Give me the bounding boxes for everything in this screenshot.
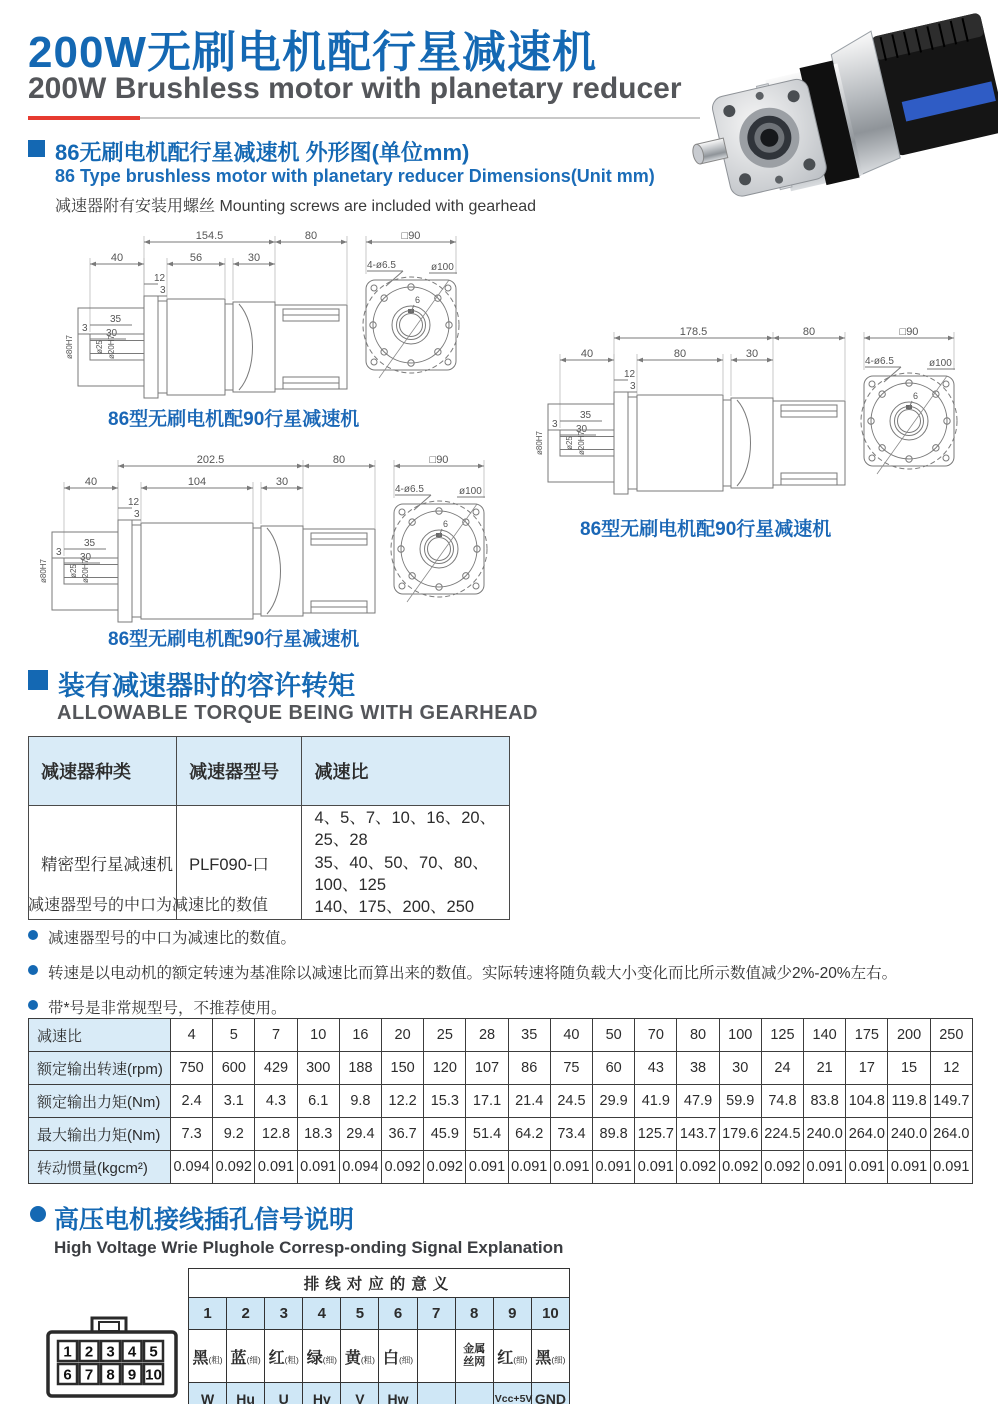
ratio-cell: 75 — [550, 1052, 592, 1085]
ratio-cell: 83.8 — [804, 1085, 846, 1118]
ratio-cell: 43 — [635, 1052, 677, 1085]
svg-text:5: 5 — [149, 1343, 158, 1361]
ratio-header-cell: 4 — [171, 1019, 213, 1052]
svg-text:ø80H7: ø80H7 — [39, 558, 48, 584]
product-photo — [692, 0, 998, 230]
ratio-header-cell: 70 — [635, 1019, 677, 1052]
page-subtitle: 200W Brushless motor with planetary reducer — [28, 72, 682, 105]
torque-col-header: 减速器种类 — [29, 737, 177, 806]
signal-cell: GND — [531, 1383, 569, 1404]
section-torque-heading — [28, 664, 355, 703]
ratio-cell: 51.4 — [466, 1118, 508, 1151]
ratio-cell: 0.092 — [677, 1151, 719, 1184]
section-signal-title: 高压电机接线插孔信号说明 — [54, 1206, 355, 1234]
ratio-cell: 104.8 — [846, 1085, 888, 1118]
svg-text:ø25: ø25 — [565, 436, 574, 450]
wiring-table — [188, 1268, 570, 1404]
section-marker-icon — [28, 670, 48, 690]
ratio-cell: 21.4 — [508, 1085, 550, 1118]
drawing-3-caption: 86型无刷电机配90行星减速机 — [108, 629, 360, 650]
bullet-icon — [28, 965, 38, 975]
ratio-header-cell: 250 — [930, 1019, 972, 1052]
svg-text:8: 8 — [106, 1366, 115, 1384]
ratio-cell: 0.094 — [339, 1151, 381, 1184]
ratio-header-cell: 125 — [761, 1019, 803, 1052]
signal-cell: Vcc+5V — [493, 1383, 531, 1404]
svg-text:80: 80 — [304, 230, 318, 242]
svg-text:80: 80 — [332, 454, 346, 466]
svg-text:3: 3 — [106, 1343, 115, 1361]
svg-text:30: 30 — [80, 552, 92, 563]
reducer-type-cell: 精密型行星减速机 — [29, 806, 177, 920]
wire-color-cell: 金属 丝网 — [455, 1330, 493, 1383]
ratio-cell: 9.8 — [339, 1085, 381, 1118]
wire-color-cell: 黄(粗) — [341, 1330, 379, 1383]
bullet-icon — [28, 1000, 38, 1010]
ratio-row-label: 最大输出力矩(Nm) — [29, 1118, 171, 1151]
ratio-cell: 38 — [677, 1052, 719, 1085]
ratio-header-cell: 35 — [508, 1019, 550, 1052]
pin-number-cell: 7 — [417, 1298, 455, 1330]
drawing-2-caption: 86型无刷电机配90行星减速机 — [580, 519, 832, 540]
ratio-cell: 59.9 — [719, 1085, 761, 1118]
svg-text:7: 7 — [84, 1366, 94, 1384]
section-signal-subtitle: High Voltage Wrie Plughole Corresp-onding Signal Explanation — [54, 1238, 564, 1257]
ratio-cell: 45.9 — [424, 1118, 466, 1151]
face-view — [855, 324, 963, 496]
ratio-row-label: 额定输出力矩(Nm) — [29, 1085, 171, 1118]
pin-number-cell: 4 — [303, 1298, 341, 1330]
svg-text:9: 9 — [127, 1366, 137, 1384]
signal-cell: W — [189, 1383, 227, 1404]
wire-color-cell: 蓝(细) — [227, 1330, 265, 1383]
svg-text:6: 6 — [63, 1366, 72, 1384]
pin-number-cell: 2 — [227, 1298, 265, 1330]
dimension-drawing-2 — [528, 324, 963, 501]
svg-text:3: 3 — [160, 285, 166, 296]
ratio-header-cell: 40 — [550, 1019, 592, 1052]
svg-text:4-ø6.5: 4-ø6.5 — [865, 356, 894, 367]
section-dimensions-heading — [28, 136, 469, 167]
note-item: 减速器型号的中口为减速比的数值。 — [28, 926, 978, 948]
svg-text:56: 56 — [189, 252, 203, 264]
side-view — [32, 452, 385, 624]
ratio-line: 140、175、200、250 — [314, 898, 475, 917]
ratio-cell: 2.4 — [171, 1085, 213, 1118]
ratio-cell: 6.1 — [297, 1085, 339, 1118]
svg-text:3: 3 — [134, 509, 140, 520]
ratio-cell: 0.091 — [593, 1151, 635, 1184]
ratio-cell: 17.1 — [466, 1085, 508, 1118]
ratio-header-cell: 80 — [677, 1019, 719, 1052]
ratio-cell: 0.092 — [213, 1151, 255, 1184]
note-item: 转速是以电动机的额定转速为基准除以减速比而算出来的数值。实际转速将随负载大小变化而比所示数值减少2%-20%左右。 — [28, 961, 978, 983]
svg-text:6: 6 — [913, 391, 919, 401]
section-dimensions-title: 86无刷电机配行星减速机 外形图(单位mm) — [55, 140, 470, 165]
svg-text:4-ø6.5: 4-ø6.5 — [395, 484, 424, 495]
ratio-cell: 264.0 — [930, 1118, 972, 1151]
ratio-cell: 0.091 — [888, 1151, 930, 1184]
ratio-cell: 119.8 — [888, 1085, 930, 1118]
svg-text:□90: □90 — [401, 230, 421, 242]
svg-text:3: 3 — [630, 381, 636, 392]
signal-cell — [417, 1383, 455, 1404]
dimension-drawing-3 — [32, 452, 493, 629]
svg-text:ø20H7: ø20H7 — [81, 558, 90, 584]
note-item: 带*号是非常规型号，不推荐使用。 — [28, 996, 978, 1018]
svg-text:154.5: 154.5 — [195, 230, 224, 242]
svg-text:□90: □90 — [899, 326, 919, 338]
svg-text:202.5: 202.5 — [196, 454, 225, 466]
torque-col-header: 减速比 — [302, 737, 510, 806]
svg-text:80: 80 — [802, 326, 816, 338]
ratio-cell: 188 — [339, 1052, 381, 1085]
ratio-cell: 30 — [719, 1052, 761, 1085]
svg-text:ø80H7: ø80H7 — [65, 334, 74, 360]
pin-number-cell: 6 — [379, 1298, 417, 1330]
side-view — [528, 324, 855, 496]
ratio-cell: 0.092 — [719, 1151, 761, 1184]
pin-number-cell: 9 — [493, 1298, 531, 1330]
wire-color-cell: 红(细) — [493, 1330, 531, 1383]
ratio-cell: 107 — [466, 1052, 508, 1085]
wire-color-cell: 绿(细) — [303, 1330, 341, 1383]
svg-text:30: 30 — [106, 328, 118, 339]
face-view — [385, 452, 493, 624]
side-view — [58, 228, 357, 400]
ratio-header-cell: 25 — [424, 1019, 466, 1052]
ratio-cell: 15.3 — [424, 1085, 466, 1118]
ratio-cell: 224.5 — [761, 1118, 803, 1151]
ratio-header-cell: 7 — [255, 1019, 297, 1052]
torque-table-note: 减速器型号的中口为减速比的数值 — [28, 897, 269, 914]
svg-text:30: 30 — [576, 424, 588, 435]
ratio-cell: 0.091 — [930, 1151, 972, 1184]
section-bullet-icon — [30, 1206, 46, 1222]
ratio-cell: 0.091 — [846, 1151, 888, 1184]
ratio-header-cell: 10 — [297, 1019, 339, 1052]
ratio-cell: 0.092 — [382, 1151, 424, 1184]
wiring-table-title: 排线对应的意义 — [189, 1269, 570, 1298]
ratio-cell: 600 — [213, 1052, 255, 1085]
wire-color-cell: 红(粗) — [265, 1330, 303, 1383]
svg-text:80: 80 — [673, 348, 687, 360]
reducer-ratios-cell — [302, 806, 510, 920]
signal-cell — [455, 1383, 493, 1404]
ratio-row-label: 额定输出转速(rpm) — [29, 1052, 171, 1085]
ratio-header-cell: 140 — [804, 1019, 846, 1052]
ratio-cell: 17 — [846, 1052, 888, 1085]
ratio-cell: 9.2 — [213, 1118, 255, 1151]
ratio-cell: 0.091 — [550, 1151, 592, 1184]
face-view — [357, 228, 465, 400]
svg-text:35: 35 — [580, 410, 592, 421]
dimension-drawing-1 — [58, 228, 465, 405]
svg-text:ø100: ø100 — [459, 486, 482, 497]
ratio-cell: 86 — [508, 1052, 550, 1085]
ratio-cell: 29.4 — [339, 1118, 381, 1151]
svg-text:□90: □90 — [429, 454, 449, 466]
section-marker-icon — [28, 140, 45, 157]
svg-text:30: 30 — [275, 476, 289, 488]
svg-text:30: 30 — [745, 348, 759, 360]
ratio-cell: 89.8 — [593, 1118, 635, 1151]
notes-list — [28, 926, 978, 1031]
section-torque-subtitle: ALLOWABLE TORQUE BEING WITH GEARHEAD — [57, 702, 538, 724]
ratio-row-label: 转动惯量(kgcm²) — [29, 1151, 171, 1184]
mounting-screws-note: 减速器附有安装用螺丝 Mounting screws are included with gearhead — [55, 198, 537, 215]
ratio-table — [28, 1018, 973, 1184]
ratio-cell: 64.2 — [508, 1118, 550, 1151]
ratio-cell: 0.091 — [635, 1151, 677, 1184]
ratio-cell: 29.9 — [593, 1085, 635, 1118]
ratio-cell: 0.091 — [255, 1151, 297, 1184]
section-dimensions-subtitle: 86 Type brushless motor with planetary reducer Dimensions(Unit mm) — [55, 166, 655, 186]
svg-text:40: 40 — [580, 348, 594, 360]
ratio-cell: 60 — [593, 1052, 635, 1085]
ratio-cell: 12.8 — [255, 1118, 297, 1151]
svg-text:35: 35 — [84, 538, 96, 549]
pin-number-cell: 3 — [265, 1298, 303, 1330]
ratio-cell: 7.3 — [171, 1118, 213, 1151]
wire-color-cell: 黑(细) — [531, 1330, 569, 1383]
svg-text:4: 4 — [127, 1343, 137, 1361]
signal-cell: Hv — [303, 1383, 341, 1404]
ratio-row-label: 减速比 — [29, 1019, 171, 1052]
drawing-1-caption: 86型无刷电机配90行星减速机 — [108, 409, 360, 430]
svg-text:3: 3 — [56, 547, 62, 558]
ratio-header-cell: 175 — [846, 1019, 888, 1052]
ratio-cell: 0.092 — [761, 1151, 803, 1184]
svg-text:30: 30 — [247, 252, 261, 264]
pin-number-cell: 8 — [455, 1298, 493, 1330]
ratio-cell: 300 — [297, 1052, 339, 1085]
svg-text:ø100: ø100 — [431, 262, 454, 273]
ratio-cell: 15 — [888, 1052, 930, 1085]
ratio-header-cell: 200 — [888, 1019, 930, 1052]
page-title: 200W无刷电机配行星减速机 — [28, 28, 597, 77]
svg-text:ø20H7: ø20H7 — [107, 334, 116, 360]
wire-color-cell — [417, 1330, 455, 1383]
ratio-cell: 36.7 — [382, 1118, 424, 1151]
svg-text:178.5: 178.5 — [679, 326, 708, 338]
ratio-header-cell: 16 — [339, 1019, 381, 1052]
wire-color-cell: 黑(粗) — [189, 1330, 227, 1383]
ratio-cell: 24.5 — [550, 1085, 592, 1118]
ratio-cell: 179.6 — [719, 1118, 761, 1151]
svg-text:4-ø6.5: 4-ø6.5 — [367, 260, 396, 271]
section-signal-heading — [30, 1200, 354, 1236]
signal-cell: U — [265, 1383, 303, 1404]
svg-text:40: 40 — [110, 252, 124, 264]
svg-text:12: 12 — [624, 369, 636, 380]
svg-text:ø100: ø100 — [929, 358, 952, 369]
ratio-cell: 150 — [382, 1052, 424, 1085]
svg-text:1: 1 — [63, 1343, 72, 1361]
ratio-header-cell: 100 — [719, 1019, 761, 1052]
ratio-cell: 41.9 — [635, 1085, 677, 1118]
svg-text:ø80H7: ø80H7 — [535, 430, 544, 456]
ratio-cell: 12 — [930, 1052, 972, 1085]
ratio-cell: 240.0 — [888, 1118, 930, 1151]
svg-text:6: 6 — [443, 519, 449, 529]
pin-number-cell: 5 — [341, 1298, 379, 1330]
ratio-cell: 0.091 — [508, 1151, 550, 1184]
ratio-line: 4、5、7、10、16、20、25、28 — [314, 809, 497, 850]
ratio-cell: 149.7 — [930, 1085, 972, 1118]
pin-number-cell: 10 — [531, 1298, 569, 1330]
signal-cell: Hw — [379, 1383, 417, 1404]
ratio-cell: 0.091 — [804, 1151, 846, 1184]
ratio-cell: 240.0 — [804, 1118, 846, 1151]
ratio-cell: 12.2 — [382, 1085, 424, 1118]
svg-text:ø25: ø25 — [95, 340, 104, 354]
svg-text:2: 2 — [84, 1343, 94, 1361]
reducer-model-cell: PLF090-口 — [177, 806, 302, 920]
signal-cell: Hu — [227, 1383, 265, 1404]
pin-number-cell: 1 — [189, 1298, 227, 1330]
ratio-line: 35、40、50、70、80、100、125 — [314, 853, 489, 894]
svg-text:ø20H7: ø20H7 — [577, 430, 586, 456]
ratio-cell: 73.4 — [550, 1118, 592, 1151]
divider-gray — [140, 117, 700, 119]
svg-text:104: 104 — [187, 476, 207, 488]
svg-text:3: 3 — [82, 323, 88, 334]
svg-text:10: 10 — [145, 1366, 162, 1384]
ratio-cell: 0.094 — [171, 1151, 213, 1184]
ratio-cell: 3.1 — [213, 1085, 255, 1118]
svg-text:40: 40 — [84, 476, 98, 488]
svg-text:ø25: ø25 — [69, 564, 78, 578]
ratio-cell: 0.091 — [466, 1151, 508, 1184]
bullet-icon — [28, 930, 38, 940]
torque-col-header: 减速器型号 — [177, 737, 302, 806]
ratio-cell: 21 — [804, 1052, 846, 1085]
ratio-cell: 47.9 — [677, 1085, 719, 1118]
ratio-cell: 125.7 — [635, 1118, 677, 1151]
ratio-cell: 74.8 — [761, 1085, 803, 1118]
divider-red — [28, 116, 140, 120]
section-torque-title: 装有减速器时的容许转矩 — [58, 671, 355, 701]
ratio-header-cell: 5 — [213, 1019, 255, 1052]
ratio-cell: 18.3 — [297, 1118, 339, 1151]
svg-text:6: 6 — [415, 295, 421, 305]
ratio-cell: 24 — [761, 1052, 803, 1085]
svg-text:3: 3 — [552, 419, 558, 430]
ratio-header-cell: 20 — [382, 1019, 424, 1052]
signal-cell: V — [341, 1383, 379, 1404]
connector-diagram — [42, 1314, 182, 1402]
ratio-header-cell: 50 — [593, 1019, 635, 1052]
ratio-cell: 264.0 — [846, 1118, 888, 1151]
ratio-cell: 750 — [171, 1052, 213, 1085]
ratio-cell: 0.091 — [297, 1151, 339, 1184]
ratio-cell: 4.3 — [255, 1085, 297, 1118]
svg-text:35: 35 — [110, 314, 122, 325]
ratio-cell: 143.7 — [677, 1118, 719, 1151]
ratio-cell: 0.092 — [424, 1151, 466, 1184]
ratio-cell: 120 — [424, 1052, 466, 1085]
svg-text:12: 12 — [128, 497, 140, 508]
wire-color-cell: 白(细) — [379, 1330, 417, 1383]
svg-text:12: 12 — [154, 273, 166, 284]
ratio-header-cell: 28 — [466, 1019, 508, 1052]
ratio-cell: 429 — [255, 1052, 297, 1085]
